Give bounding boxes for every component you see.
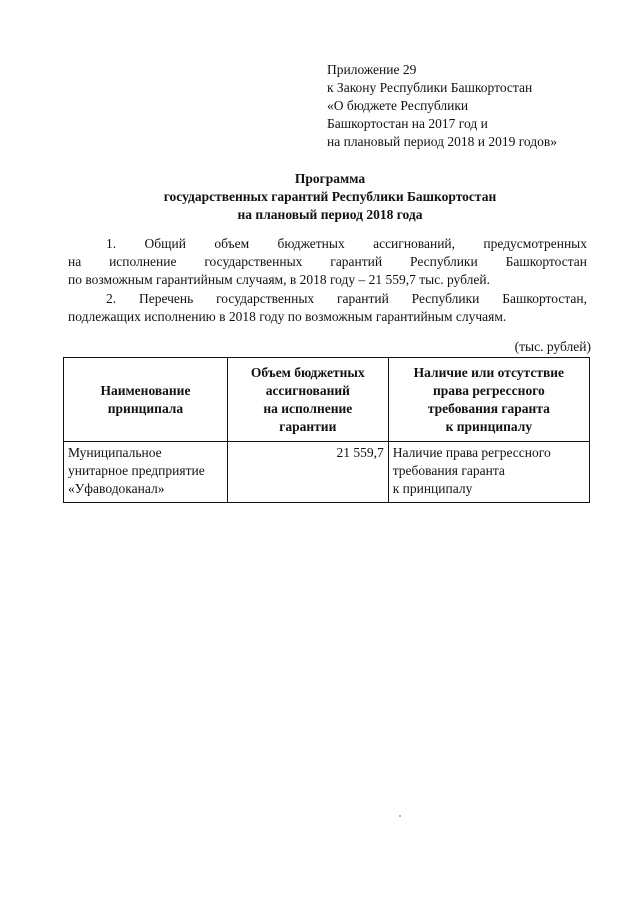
annex-line: «О бюджете Республики (327, 98, 469, 113)
table-header-row (64, 358, 590, 442)
annex-line: Башкортостан на 2017 год и (327, 116, 488, 131)
paragraph-line: по возможным гарантийным случаям, в 2018 году – 21 559,7 тыс. рублей. (68, 272, 490, 287)
title-line: Программа (294, 171, 366, 186)
units-label: (тыс. рублей) (514, 339, 591, 354)
annex-reference (327, 61, 557, 151)
paragraph-line: подлежащих исполнению в 2018 году по возможным гарантийным случаям. (68, 309, 507, 324)
document-title (60, 170, 600, 224)
paragraph-line: на исполнение государственных гарантий Республики Башкортостан (68, 254, 587, 269)
title-line: на плановый период 2018 года (237, 207, 423, 222)
header-recourse: Наличие или отсутствие права регрессного требования гаранта к принципалу (388, 358, 589, 442)
header-principal: Наименование принципала (64, 358, 228, 442)
annex-line: к Закону Республики Башкортостан (327, 80, 533, 95)
paragraph-guarantee-list (68, 290, 587, 326)
annex-line: на плановый период 2018 и 2019 годов» (327, 134, 558, 149)
paragraph-line: 1. Общий объем бюджетных ассигнований, предусмотренных (106, 236, 587, 251)
annex-line: Приложение 29 (327, 62, 417, 77)
cell-principal: Муниципальное унитарное предприятие «Уфаводоканал» (64, 442, 228, 503)
cell-amount: 21 559,7 (227, 442, 388, 503)
paragraph-budget-allocation (68, 235, 587, 289)
paragraph-line: 2. Перечень государственных гарантий Республики Башкортостан, (106, 291, 587, 306)
title-line: государственных гарантий Республики Башкортостан (163, 189, 497, 204)
scan-speck (399, 815, 401, 817)
table-row (64, 442, 590, 503)
guarantees-table (63, 357, 590, 503)
cell-recourse: Наличие права регрессного требования гаранта к принципалу (388, 442, 589, 503)
header-amount: Объем бюджетных ассигнований на исполнение гарантии (227, 358, 388, 442)
